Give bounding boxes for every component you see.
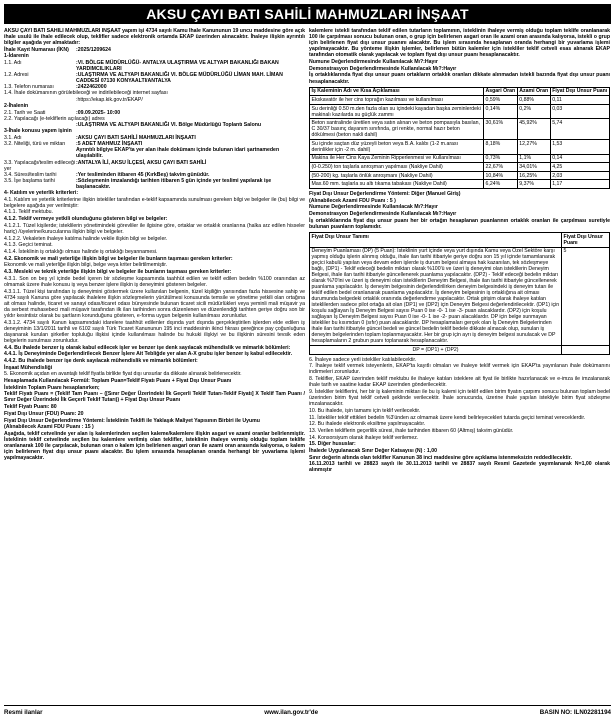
admin-address-row: 1.2. Adresi :ULAŞTIRMA VE ALTYAPI BAKANLIĞI VI. BÖLGE MÜDÜRLÜĞÜ LİMAN MAH. LİMAN CADDESİ 07130 KONYAALTI/ANTALYA (4, 71, 283, 84)
table-cell: 0,59% (484, 96, 518, 105)
table-cell: 0,2% (517, 104, 550, 119)
work-type-note-row: Ayrıntılı bilgiye EKAP'ta yer alan ihale dokümanı içinde bulunan idari şartnameden ulaşılabilir. (76, 147, 280, 160)
table-cell: Su derinliği 0.50 m.den fazla olan su içindeki kayadan başka zeminlerdeki makinalı kazılarda su güçlük zammı (310, 104, 484, 119)
table-cell: 12,27% (517, 140, 550, 155)
right-column (309, 28, 610, 704)
work-location-row: 3.3. Yapılacağı/teslim edileceği yer :ANTALYA İLİ, AKSU İLÇESİ, AKSU ÇAYI BATI SAHİLİ (4, 159, 207, 172)
table-cell: 34,01% (517, 163, 550, 172)
price-score: Teklif Fiyatı Puanı: 80 (4, 404, 57, 411)
paragraph-13: 13. Verilen tekliflerin geçerlilik süresi, ihale tarihinden itibaren 60 (Altmış) takvim günüdür. (309, 427, 514, 434)
table-row (310, 171, 610, 180)
non-price-score: Fiyat Dışı Unsur (FDU) Puanı: 20 (4, 410, 84, 417)
table-cell: 5,74 (550, 119, 609, 140)
jv-note-2: İş ortaklıklarında fiyat dışı unsur puanı her bir ortağın hesaplanan puanlarının ortaklık oranları ile çarpılması suretiyle bulunan puanların toplamıdır. (309, 217, 610, 230)
section-1-heading: 1-İdarenin (4, 52, 29, 59)
table-cell: 0,14 (550, 154, 609, 163)
table-cell: DP = (DP1) + (DP2) (310, 346, 562, 355)
table-row (310, 104, 610, 119)
paragraph-4-1-2-2: 4.1.2.2. Vekaleten ihaleye katılma halinde vekile ilişkin bilgi ve belgeler. (4, 235, 168, 242)
table-cell: 0,88% (517, 96, 550, 105)
table-cell: 22,67% (484, 163, 518, 172)
paragraph-8: 8. Teklifler, EKAP üzerinden teklif mektubu ile ihaleye katılan isteklere ait fiyat ile birlikte hazırlanacak ve e-imza ile imzalanarak ihale tarih ve saatine kadar EKAP üzerinden gönderilecektir. (309, 376, 610, 389)
content-columns (4, 28, 611, 704)
table-cell: 9,37% (517, 180, 550, 189)
sample-eval-2: Numune Değerlendirmesinde Kullanılacak Mı?:Hayır (309, 204, 438, 211)
table-cell: (0-0.250) ton taşlarla anroşman yapılması (Nakliye Dahil) (310, 163, 484, 172)
table-cell: 30,61% (484, 119, 518, 140)
section-3-heading: 3-İhale konusu yapım işinin (4, 128, 72, 135)
intro-paragraph: AKSU ÇAYI BATI SAHİLİ MAHMUZLARI İNŞAAT yapım işi 4734 sayılı Kamu İhale Kanununun 19 uncu maddesine göre açık ihale usulü ile ihale edilecek olup, teklifler sadece elektronik ortamda EKAP üzerinden alınacaktır. İhaleye ilişkin ayrıntılı bilgiler aşağıda yer almaktadır: (4, 28, 305, 47)
table-cell: 0,03 (550, 104, 609, 119)
paragraph-9: 9. İstekliler tekliflerini, her bir iş kaleminin miktarı ile bu iş kalemi için teklif edilen birim fiyatın çarpımı sonucu bulunan toplam bedel üzerinden birim fiyat teklif cetveli şeklinde verilecektir. İhale sonucunda, üzerine ihale yapılan istekliyle birim fiyat sözleşme imzalanacaktır. (309, 388, 610, 408)
table-header: Fiyat Dışı Unsur Puanı (562, 232, 610, 247)
table-cell: 5 (562, 247, 610, 346)
paragraph-4-2: 4.2. Ekonomik ve mali yeterliğe ilişkin bilgi ve belgeler ile bunların taşıması gereken kriterler: (4, 255, 233, 262)
paragraph-6: 6. İhaleye sadece yerli istekliler katılabilecektir. (309, 356, 417, 363)
table-row (310, 346, 610, 355)
paragraph-4-1: 4.1. Katılım ve yeterlik kriterlerine ilişkin istekliler tarafından e-teklif kapsamında sunulması gereken bilgi ve belgeler ile (bu) bilgi ve belgelere aşağıda yer verilmiştir: (4, 196, 305, 209)
section-4-heading: 4- Katılım ve yeterlik kriterleri: (4, 190, 79, 196)
tender-place-label: 2.2. Yapılacağı (e-tekliflerin açılacağı) adres (4, 115, 105, 122)
paragraph-14: 14. Konsorsiyum olarak ihaleye teklif verilemez. (309, 434, 419, 441)
demo-eval-2: Demonstrasyon Değerlendirmesinde Kullanılacak Mı?:Hayır (309, 211, 457, 218)
table-cell: 16,25% (517, 171, 550, 180)
table-row (310, 247, 610, 346)
method-2-max: (Alınabilecek Azami FDU Puanı : 5 ) (309, 197, 396, 204)
table-cell: Deneyim Puanlaması (DP) (5 Puan): İsteklinin yurt içinde veya yurt dışında Kamu veya Özel Sektöre karşı yapmış olduğu işlerin alınmış olduğu, ihale ilan tarihi itibariyle geriye doğru son 15 yıl içinde tamamlanarak geçici kabulü yapılan veya devam eden işlerde iş durum belgesi almaya hak kazanılan, tek sözleşmeye bağlı, (DP1) - Teklif edeceği bedelin miktarı olarak %100'ü ve üzeri iş deneyimi olan isteklilerin Deneyim Belgesi, ihale ilan tarihi itibariyle güncellenerek puanlama yapılacaktır. (DP2) - Teklif edeceği bedelin miktarı olarak %70'ini ve üzeri iş deneyimi olan isteklilerin Deneyim Belgesi, ihale ilan tarihi itibariyle güncellenerek puanlama yapılacaktır. İş deneyim belgesinin değerlendirilirken deneyim belgesindeki iş deneyim tutarı ile teklif edilen bedel oranlanarak puanlama yapılacaktır. İş deneyim belgesinin iş ortaklığına ait olması durumunda belgedeki ortaklık oranında değerlendirme yapılacaktır. Ortak girişim olarak ihaleye katılan isteklilerden sadece pilot ortağa ait olan (DP1) ve (DP2) için Deneyim Belgesi değerlendirilecektir. (DP1) için koşulu sağlayan İş Deneyim Belgesi sayısı Puan 0 ise -0- 1 ise -3- puan alacaklardır. (DP2) için koşulu sağlayan İş Deneyim Belgesi sayısı Puan 0 ise -0- 1 ise -2- puan alacaklardır. DP için belge sunmayan istekliler bu kısımdan 0 (sıfır) puan alacaklardır. DP hesaplamaları gerçek olan İş Deneyim Belgelerinden ihale ilan tarihi itibariyle güncel bedeli ve güncel bedelin teklif bedele dikkate alınacak olup, sunulan iş deneyim belgelerinden toplam toplanmayacaktır. Her bir grup için ayrı iş deneyim belgesi sunulacak ve DP hesaplamaların 2 grubun puanı toplanarak hesaplanacaktır. (310, 247, 562, 346)
paragraph-15-coef: İhalede Uygulanacak Sınır Değer Katsayısı (N) : 1,00 (309, 447, 438, 454)
paragraph-4-1-2-1: 4.1.2.1. Tüzel kişilerde; isteklilerin yönetimindeki görevliler ile ilgisine göre, ortaklar ve ortaklık oranlarına (halka arz edilen hisseler hariç) /üyelerine/kurucularına ilişkin bilgi ve belgeler. (4, 222, 305, 235)
table-row (310, 140, 610, 155)
table-cell: Su içinde saçtan düz yüzeyli beton veya B.A. kalıbı (1-2 m.arası derinlikler için -2 m. dahil) (310, 140, 484, 155)
table-cell: Max.60 mm. taşlarla su altı tıkama tabakası (Nakliye Dahil) (310, 180, 484, 189)
footer-site-link[interactable]: www.ilan.gov.tr'de (264, 708, 319, 716)
table-cell (562, 346, 610, 355)
table-header: Asgari Oran (484, 87, 518, 96)
paragraph-4-3: 4.3. Mesleki ve teknik yeterliğe ilişkin bilgi ve belgeler ile bunların taşıması gereken kriterler: (4, 269, 232, 276)
table-cell: (50-200) kg. taşlarla önlük anroşmanı (Nakliye Dahil) (310, 171, 484, 180)
method-1-heading: Fiyat Dışı Unsur Değerlendirme Yöntemi: İsteklinin Teklifi ile Yaklaşık Maliyet Yapısının Birbiri ile Uyumu (4, 417, 260, 424)
cost-items-table (309, 87, 610, 189)
table-cell: 4,25 (550, 163, 609, 172)
paragraph-5: 5. Ekonomik açıdan en avantajlı teklif fiyatla birlikte fiyat dışı unsurlar da dikkate alınarak belirlenecektir. (4, 371, 242, 378)
document-url-link[interactable]: :https://ekap.kik.gov.tr/EKAP/ (76, 96, 143, 103)
table-header: Fiyat Dışı Unsur Tanımı (310, 232, 562, 247)
table-cell: 2,03 (550, 171, 609, 180)
paragraph-10: 10. Bu ihalede, işin tamamı için teklif verilecektir. (309, 407, 421, 414)
table-row (310, 119, 610, 140)
tender-place-row: :ULAŞTIRMA VE ALTYAPI BAKANLIĞI VI. Bölge Müdürlüğü Toplantı Salonu (76, 122, 262, 129)
table-cell: Makina ile Her Cins Kaya Zeminin Ripperlenmesi ve Kullanılması (310, 154, 484, 163)
table-header-row (310, 232, 610, 247)
paragraph-15-gazette: 16.11.2013 tarihli ve 28823 sayılı ile 30.11.2013 tarihli ve 28837 sayılı Resmi Gazetede yayımlanarak N=1,00 olarak alınmıştır (309, 461, 610, 474)
table-cell: 45,92% (517, 119, 550, 140)
paragraph-4-4-1: 4.4.1. İş Deneyiminde Değerlendirilecek Benzer İşlere Ait Tebliğde yer alan A-X grubu işler benzer iş kabul edilecektir. (4, 351, 293, 358)
paragraph-4-3-1: 4.3.1. Son on beş yıl içinde bedel içeren bir sözleşme kapsamında taahhüt edilen ve teklif edilen bedelin %100 oranından az olmamak üzere ihale konusu iş veya benzer işlere ilişkin iş deneyimini gösteren belgeler. (4, 275, 305, 288)
paragraph-4-1-3: 4.1.3. Geçici teminat. (4, 242, 53, 249)
page-title: AKSU ÇAYI BATI SAHİLİ MAHMUZLARI İNŞAAT (4, 4, 611, 24)
table-row (310, 154, 610, 163)
table-cell: Beton santralinde üretilen veya satın alınan ve beton pompasıyla basılan, C 30/37 basınç dayanım sınıfında, gri renkte, normal hazır beton dökülmesi (beton nakli dahil) (310, 119, 484, 140)
paragraph-4-4: 4.4. Bu ihalede benzer iş olarak kabul edilecek işler ve benzer işe denk sayılacak mühendislik ve mimarlık bölümleri: (4, 344, 291, 351)
table-header: Azami Oran (517, 87, 550, 96)
table-cell: 10,84% (484, 171, 518, 180)
document-url-row (4, 97, 305, 103)
tender-date-row: 2.1. Tarih ve Saati :09.09.2025- 10:00 (4, 109, 121, 116)
sample-eval-1: Numune Değerlendirmesinde Kullanılacak Mı?:Hayır (309, 59, 438, 66)
paragraph-15: 15. Diğer hususlar: (309, 441, 356, 448)
table-row (310, 180, 610, 189)
paragraph-4-3-1-1: 4.3.1.1. Tüzel kişi tarafından iş deneyimini göstermek üzere kullanılan belgenin, tüzel kişiliğin yarısından fazla hissesine sahip ve 4734 sayılı Kanuna göre yapılacak ihalelere ilişkin sözleşmelerin yürütülmesi konusunda temsile ve yönetime yetkili olan ortağına ait olması halinde, ticaret ve sanayi odası/ticaret odası bünyesinde bulunan ticaret sicili müdürlükleri veya yeminli mali müşavir ya da serbest muhasebeci mali müşavir tarafından ilk ilan tarihinden sonra düzenlenen ve düzenlendiği tarihten geriye doğru son bir yıldır kesintisiz olarak bu şartların korunduğunu gösteren, e-forma uygun belgenin kullanılması zorunludur. (4, 288, 305, 319)
page-footer (4, 705, 611, 717)
paragraph-4-2-body: Ekonomik ve mali yeterliğe ilişkin bilgi, belge veya kriter belirtilmemiştir. (4, 262, 168, 269)
footer-press-number: BASIN NO: ILN02281194 (539, 708, 611, 716)
table-cell: 1,1% (517, 154, 550, 163)
table-cell: 0,73% (484, 154, 518, 163)
paragraph-12: 12. Bu ihalede elektronik eksiltme yapılmayacaktır. (309, 421, 426, 428)
paragraph-11: 11. İstekliler teklif ettikleri bedelin %3'ünden az olmamak üzere kendi belirleyecekleri tutarda geçici teminat vereceklerdir. (309, 414, 586, 421)
non-price-table (309, 232, 610, 355)
paragraph-4-4-2: 4.4.2. Bu ihalede benzer işe denk sayılacak mühendislik ve mimarlık bölümleri: (4, 357, 198, 364)
document-url-label: 1.4. İhale dokümanının görülebileceği ve indirilebileceği internet sayfası (4, 90, 168, 97)
paragraph-4-4-2-body: İnşaat Mühendisliği (4, 364, 53, 371)
work-duration-row: 3.4. Süresi/teslim tarihi :Yer tesliminden itibaren 45 (KırkBeş) takvim günüdür. (4, 171, 210, 178)
cost-items-body (310, 96, 610, 189)
table-row (310, 163, 610, 172)
section-2-heading: 2-İhalenin (4, 102, 29, 109)
table-cell: Ekskavatör ile her cins toprağın kazılması ve kullanılması (310, 96, 484, 105)
table-row (310, 96, 610, 105)
work-name-row: 3.1. Adı :AKSU ÇAYI BATI SAHİLİ MAHMUZLARI İNŞAATI (4, 135, 196, 142)
paragraph-4-1-2: 4.1.2. Teklif vermeye yetkili olunduğunu gösteren bilgi ve belgeler: (4, 216, 168, 223)
table-header: Fiyat Dışı Unsur Puanı (550, 87, 609, 96)
paragraph-4-1-4: 4.1.4. İsteklinin iş ortaklığı olması halinde iş ortaklığı beyannamesi. (4, 249, 158, 255)
non-price-body (310, 247, 610, 354)
table-header: İş Kaleminin Adı ve Kısa Açıklaması (310, 87, 484, 96)
work-start-row: 3.5. İşe başlama tarihi :Sözleşmenin imzalandığı tarihten itibaren 5 gün içinde yer teslimi yapılarak işe başlanacaktır. (4, 177, 272, 190)
ikn-row: İhale Kayıt Numarası (İKN) :2025/1209624 (4, 46, 111, 53)
table-cell: 8,18% (484, 140, 518, 155)
demo-eval-1: Demonstrasyon Değerlendirmesinde Kullanılacak Mı?:Hayır (309, 65, 457, 72)
left-column (4, 28, 305, 704)
method-2-heading: Fiyat Dışı Unsur Değerlendirme Yöntemi: Diğer (Manuel Giriş) (309, 190, 461, 197)
method-1-continued: kalemlere istekli tarafından teklif edilen tutarların toplamının, isteklinin ihaleye vermiş olduğu toplam teklife oranlanarak 100 ile çarpılması sonucu bulunan oran, o grup için belirlenen asgari oran ile azami oran arasında kalıyorsa, istekli o grup için belirlenen fiyat dışı unsur puanını alacaktır. Bu işlem sırasında hesaplanan oranda herhangi bir yuvarlama işlemi yapılmayacaktır. Bu yönteme ilişkin işlemler, belirlenen bütün kalemler için istekliler teklif cetveli esas alınarak EKAP tarafından otomatik olarak yapılacak ve toplam fiyat dışı unsur puanı hesaplanacaktır. (309, 28, 610, 59)
table-cell: 0,11 (550, 96, 609, 105)
table-cell: 6,24% (484, 180, 518, 189)
table-cell: 0,14% (484, 104, 518, 119)
method-1-text: Aşağıda, teklif cetvelinde yer alan iş kalemlerinden seçilen kaleme/kalemlere ilişkin asgari ve azami oranlar belirlenmiştir. İsteklinin teklif cetvelinde seçilen bu kalemlere verilmiş olan teklifler, isteklinin ihaleye vermiş olduğu toplam teklife oranlanarak 100 ile çarpılacak, bulunan oran o kalem için belirlenen asgari oran ile azami oran arasında kalıyorsa, o kalem için belirlenen fiyat dışı unsur puanı alacaktır. Bu işlem sırasında hesaplanan oranda herhangi bir yuvarlama işlemi yapılmayacaktır. (4, 430, 305, 462)
footer-left: Resmi ilanlar (4, 708, 43, 716)
admin-phone-row: 1.3. Telefon numarası :2422462000 (4, 84, 107, 91)
paragraph-7: 7. İhaleye teklif vermek isteyenlerin, EKAP'ta kayıtlı olmaları ve ihaleye teklif vermek için EKAP'ta yayınlanan ihale dokümanını indirmeleri zorunludur. (309, 363, 610, 376)
table-header-row (310, 87, 610, 96)
method-1-max: (Alınabilecek Azami FDU Puanı : 15 ) (4, 424, 94, 431)
table-cell: 1,53 (550, 140, 609, 155)
table-cell: 1,17 (550, 180, 609, 189)
formula-text: Teklif Fiyatı Puanı = (Teklif Tam Puanı – ([Sınır Değer Üzerindeki İlk Geçerli Teklif Tutarı-Teklif Fiyatı] X Teklif Tam Puanı / Sınır Değer Üzerindeki İlk Geçerli Teklif Tutarı)) + Fiyat Dışı Unsur Puanı (4, 391, 305, 404)
jv-note-1: İş ortaklıklarında fiyat dışı unsur puanı ortakların ortaklık oranları dikkate alınmadan istekli bazında fiyat dışı unsur puanı hesaplanacaktır. (309, 72, 610, 85)
work-type-row: 3.2. Niteliği, türü ve miktarı :5 ADET MAHMUZ İNŞAATI (4, 141, 143, 148)
paragraph-4-3-1-2: 4.3.1.2. 4734 sayılı Kanun kapsamındaki idarelere taahhüt edilenler dışında yurt dışında gerçekleştirilen işlerden elde edilen iş deneyiminin 13/1/2011 tarihli ve 6102 sayılı Türk Ticaret Kanununun 195 inci maddesinin ikinci fıkrası gereğince pay çoğunluğuna dayanarak kurulan şirketler topluluğu ilişkisi içinde kullanılması halinde bu hukuki ilişkiyi ve bu ilişkinin süresini tevsik eden belgelerin sunulması zorunludur. (4, 319, 305, 344)
paragraph-4-1-1: 4.1.1. Teklif mektubu. (4, 209, 53, 216)
formula-total-label: İsteklinin Toplam Puanı hesaplanırken; (4, 384, 100, 391)
paragraph-15-rule: Sınır değerin altında olan teklifler Kanunun 38 inci maddesine göre açıklama istenmeksizin reddedilecektir. (309, 454, 572, 461)
admin-name-row: 1.1. Adı :VI. BÖLGE MÜDÜRLÜĞÜ- ANTALYA ULAŞTIRMA VE ALTYAPI BAKANLIĞI BAKAN YARDIMCILIKLARI (4, 59, 279, 72)
formula-heading: Hesaplamada Kullanılacak Formül: Toplam Puan=Teklif Fiyatı Puanı + Fiyat Dışı Unsur Puanı (4, 378, 232, 384)
